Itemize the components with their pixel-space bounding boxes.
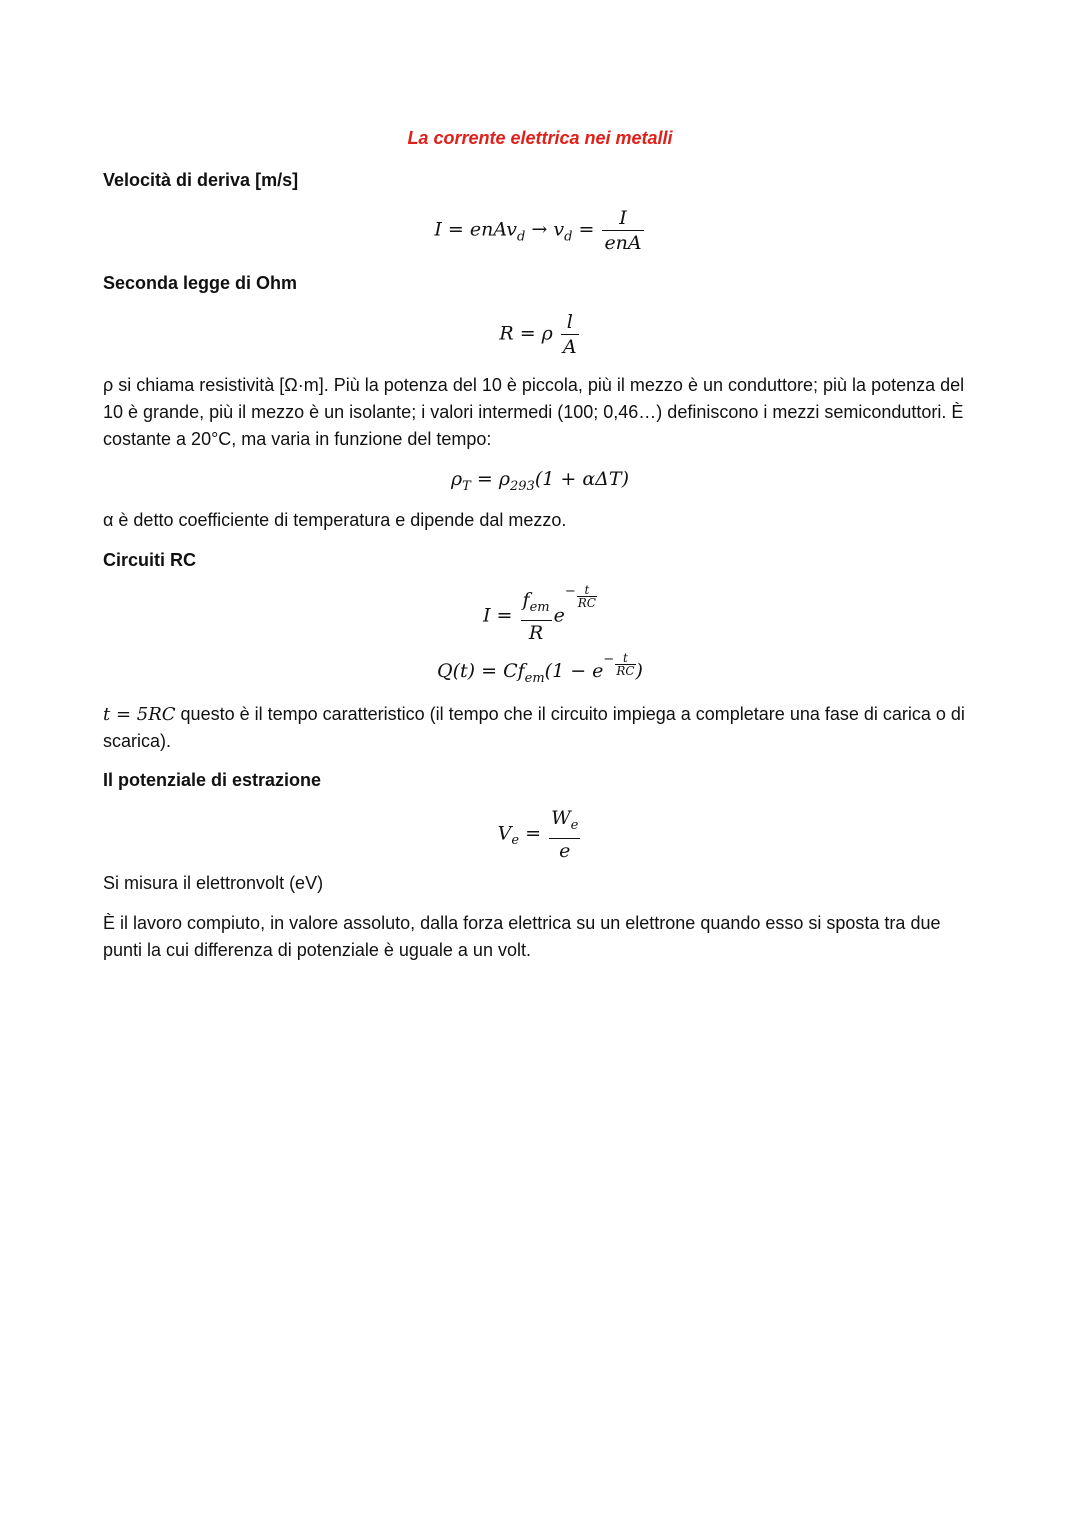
heading-circuiti-rc: Circuiti RC [103, 550, 197, 570]
eq-rc1-exp-den: RC [577, 596, 596, 610]
equation-rc-corrente [0, 583, 1080, 645]
eq-rc1-lhs: I = [483, 604, 513, 627]
eq-rc1-num-f: f [522, 589, 530, 611]
eq-rho-sub: T [462, 478, 471, 494]
eq-deriva-denominator: enA [604, 232, 642, 254]
eq-rc2-lhs: Q(t) = Cf [437, 660, 525, 682]
paragraph-tempo-caratteristico [103, 701, 983, 755]
eq-ohm-lhs: R = ρ [499, 322, 553, 345]
eq-deriva-arrow: → v [525, 218, 565, 241]
eq-rc2-exp-fraction [615, 652, 635, 677]
eq-rc2-open: (1 − e [544, 660, 604, 682]
eq-rc2-exp-den: RC [616, 664, 635, 678]
eq-deriva-lhs: I = enAv [434, 218, 518, 241]
eq-rc1-denominator: R [528, 621, 544, 644]
paragraph-definizione-ev: È il lavoro compiuto, in valore assoluto, dalla forza elettrica su un elettrone quando esso si sposta tra due punti la cui differenza di potenziale è uguale a un volt. [103, 913, 941, 960]
eq-deriva-fraction [602, 206, 643, 255]
eq-rc2-sub: em [524, 670, 545, 686]
eq-ve-fraction [549, 806, 580, 863]
eq-rc1-exp-fraction [577, 584, 597, 609]
eq-rc1-exponent [565, 584, 597, 609]
heading-velocita-deriva: Velocità di deriva [m/s] [103, 170, 299, 190]
eq-ohm-denominator: A [562, 336, 577, 358]
eq-rc1-exp-sign: − [564, 584, 576, 599]
eq-deriva-sub: d [517, 229, 526, 245]
paragraph-coefficiente: α è detto coefficiente di temperatura e dipende dal mezzo. [103, 510, 567, 530]
eq-deriva-equals: = [572, 218, 595, 241]
eq-rho-sub2: 293 [510, 478, 535, 494]
heading-potenziale-estrazione: Il potenziale di estrazione [103, 770, 322, 790]
paragraph-tempo-text: questo è il tempo caratteristico (il tempo che il circuito impiega a completare una fase di carica o di scarica). [103, 704, 965, 751]
eq-ve-sub: e [511, 833, 520, 849]
paragraph-resistivita: ρ si chiama resistività [Ω·m]. Più la potenza del 10 è piccola, più il mezzo è un conduttore; più la potenza del 10 è grande, più il mezzo è un isolante; i valori intermedi (100; 0,46…) definiscono i mezzi semiconduttori. È costante a 20°C, ma varia in funzione del tempo: [103, 375, 965, 449]
eq-rc2-exp-sign: − [603, 652, 615, 667]
eq-rc2-exp-num: t [615, 652, 635, 665]
equation-velocita-deriva [0, 206, 1080, 255]
equation-ohm [0, 310, 1080, 359]
document-title: La corrente elettrica nei metalli [407, 128, 673, 148]
eq-ve-equals: = [519, 822, 542, 845]
eq-rc1-fraction [521, 588, 552, 645]
eq-rc2-exponent [603, 652, 635, 677]
equation-potenziale-estrazione [0, 806, 1080, 863]
eq-rc1-num-sub: em [529, 599, 550, 615]
eq-rc2-close: ) [635, 660, 643, 682]
eq-ve-numerator [549, 806, 580, 839]
heading-seconda-legge-ohm: Seconda legge di Ohm [103, 273, 298, 293]
eq-rho: ρ [451, 468, 463, 490]
eq-ve-denominator: e [559, 839, 571, 862]
eq-ve-num-w: W [551, 807, 571, 829]
inline-math-5rc: t = 5RC [103, 704, 176, 725]
eq-rc1-e: e [553, 604, 565, 627]
eq-ohm-fraction [561, 310, 579, 359]
eq-ve: V [497, 822, 512, 845]
equation-resistivita-temperatura [0, 468, 1080, 494]
eq-rc1-exp-num: t [577, 584, 597, 597]
eq-ve-num-sub: e [570, 817, 579, 833]
eq-rc1-numerator [521, 588, 552, 621]
eq-rho-rest: (1 + αΔT) [534, 468, 629, 490]
equation-rc-carica [0, 651, 1080, 686]
eq-rho-mid: = ρ [470, 468, 511, 490]
paragraph-elettronvolt: Si misura il elettronvolt (eV) [103, 873, 324, 893]
eq-deriva-numerator: I [602, 206, 643, 231]
eq-ohm-numerator: l [561, 310, 579, 335]
eq-deriva-sub2: d [564, 229, 573, 245]
